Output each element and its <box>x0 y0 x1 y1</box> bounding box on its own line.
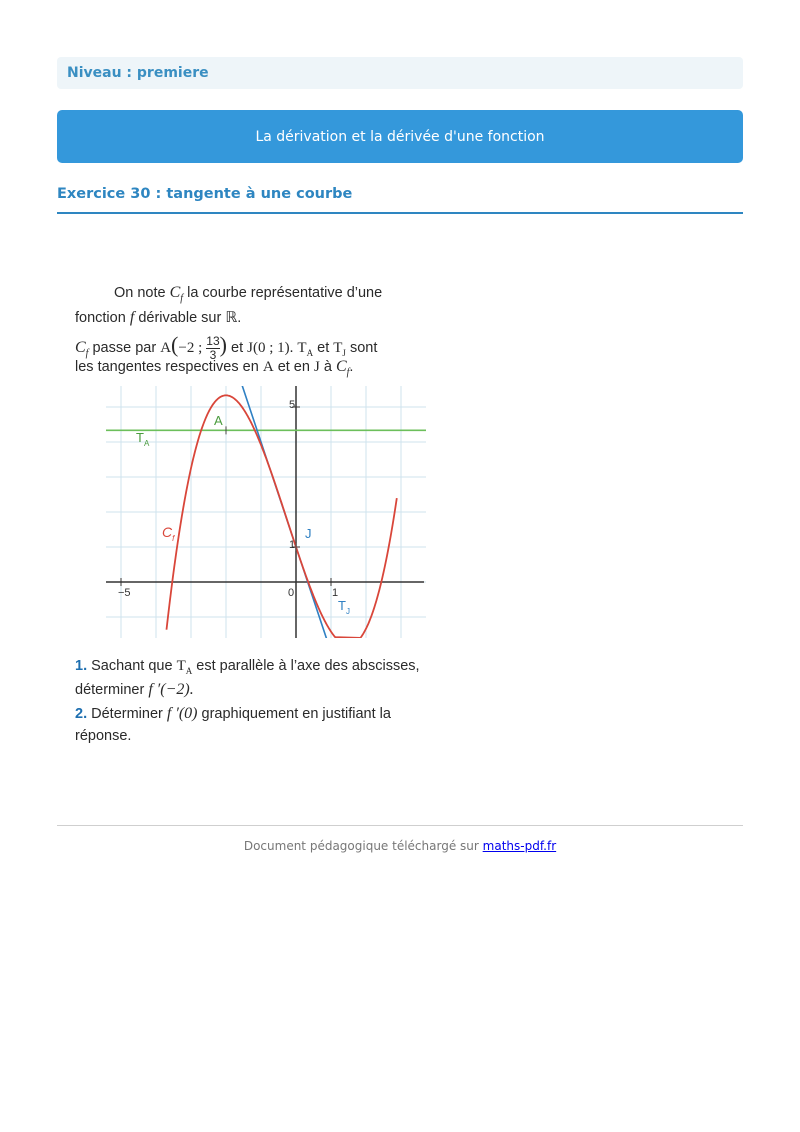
question-1-line-1: 1. Sachant que $T_A$ est parallèle à l’axe des abscisses, <box>75 658 420 676</box>
tick-label-neg5: −5 <box>118 587 131 599</box>
statement-line-3: $C_f$ passe par A(−2 ; $\frac{13}{3}$ ) et J(0 ; 1). $T_A$ et $T_J$ sont <box>75 332 378 362</box>
curve-symbol: $C_f$ <box>169 284 184 305</box>
tick-label-y5: 5 <box>289 399 296 411</box>
label-point-a: A <box>214 413 223 428</box>
exercise-figure <box>70 278 470 758</box>
label-tj: $T_J$ <box>338 598 350 616</box>
tick-label-y1: 1 <box>289 539 296 551</box>
label-ta: $T_A$ <box>136 430 150 448</box>
function-graph <box>106 386 426 638</box>
level-bar <box>57 57 743 89</box>
footer <box>57 839 743 853</box>
statement-line-2: fonction f dérivable sur ℝ. <box>75 309 242 326</box>
question-2-line-1: 2. Déterminer f ′(0) graphiquement en justifiant la <box>75 705 391 722</box>
label-point-j: J <box>305 526 312 541</box>
tick-label-x1: 1 <box>332 587 339 599</box>
title-banner <box>57 110 743 163</box>
level-label: Niveau : premiere <box>67 65 209 81</box>
footer-divider <box>57 825 743 826</box>
grid <box>106 386 426 638</box>
statement-line-1: On note $C_f$ la courbe représentative d’une <box>114 284 383 305</box>
label-cf: $C_f$ <box>162 524 175 543</box>
tick-label-origin: 0 <box>288 587 295 599</box>
footer-text: Document pédagogique téléchargé sur <box>243 839 479 853</box>
question-2-line-2: réponse. <box>75 728 132 744</box>
footer-link[interactable]: maths-pdf.fr <box>482 839 557 853</box>
curve-cf <box>167 395 397 638</box>
statement-line-4: les tangentes respectives en A et en J à $C_f$. <box>75 358 354 379</box>
question-1-line-2: déterminer f ′(−2). <box>75 681 194 698</box>
page-title: La dérivation et la dérivée d'une fonction <box>255 128 545 145</box>
exercise-heading: Exercice 30 : tangente à une courbe <box>57 186 743 214</box>
